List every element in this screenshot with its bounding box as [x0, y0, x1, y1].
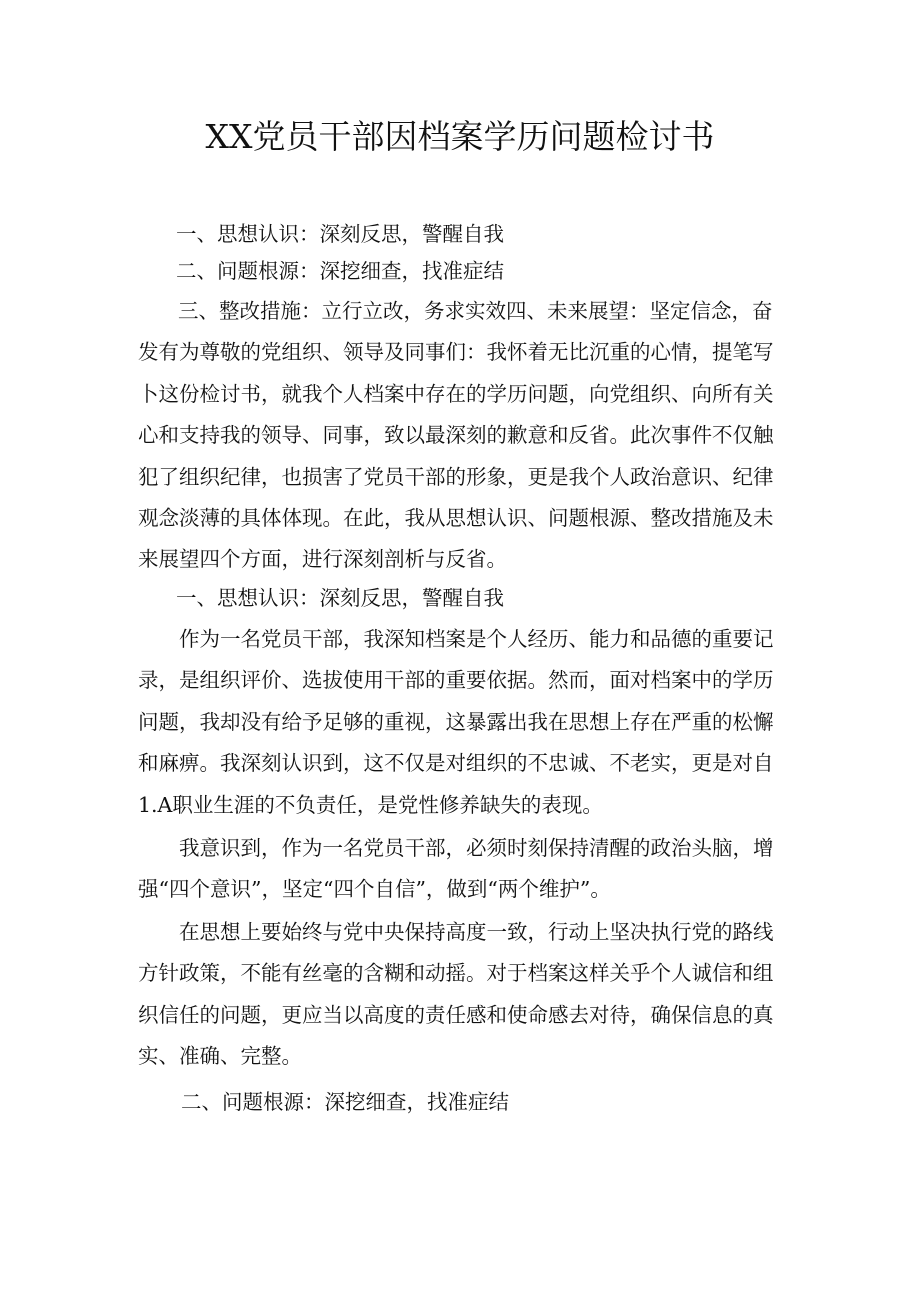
section1-paragraph-1: 作为一名党员干部，我深知档案是个人经历、能力和品德的重要记录，是组织评价、选拔使用干部的重要依据。然而，面对档案中的学历问题，我却没有给予足够的重视，这暴露出我在思想上存在严重的松懈和麻痹。我深刻认识到，这不仅是对组织的不忠诚、不老实，更是对自1.A职业生涯的不负责任，是党性修养缺失的表现。	[138, 627, 774, 817]
section1-heading: 一、思想认识：深刻反思，警醒自我	[176, 586, 504, 610]
toc-item-2: 二、问题根源：深挖细查，找准症结	[176, 259, 504, 283]
section1-paragraph-2: 我意识到，作为一名党员干部，必须时刻保持清醒的政治头脑，增强“四个意识”，坚定“四个自信”，做到“两个维护”。	[138, 836, 774, 902]
section2-heading: 二、问题根源：深挖细查，找准症结	[181, 1090, 509, 1114]
toc-item-1: 一、思想认识：深刻反思，警醒自我	[176, 222, 504, 246]
document-title: XX党员干部因档案学历问题检讨书	[205, 117, 715, 156]
intro-paragraph: 三、整改措施：立行立改，务求实效四、未来展望：坚定信念，奋发有为尊敬的党组织、领导及同事们：我怀着无比沉重的心情，提笔写卜这份检讨书，就我个人档案中存在的学历问题，向党组织、向所有关心和支持我的领导、同事，致以最深刻的歉意和反省。此次事件不仅触犯了组织纪律，也损害了党员干部的形象，更是我个人政治意识、纪律观念淡薄的具体体现。在此，我从思想认识、问题根源、整改措施及未来展望四个方面，进行深刻剖析与反省。	[138, 299, 774, 572]
section1-paragraph-3: 在思想上要始终与党中央保持高度一致，行动上坚决执行党的路线方针政策，不能有丝毫的含糊和动摇。对于档案这样关乎个人诚信和组织信任的问题，更应当以高度的责任感和使命感去对待，确保信息的真实、准确、完整。	[138, 920, 774, 1069]
